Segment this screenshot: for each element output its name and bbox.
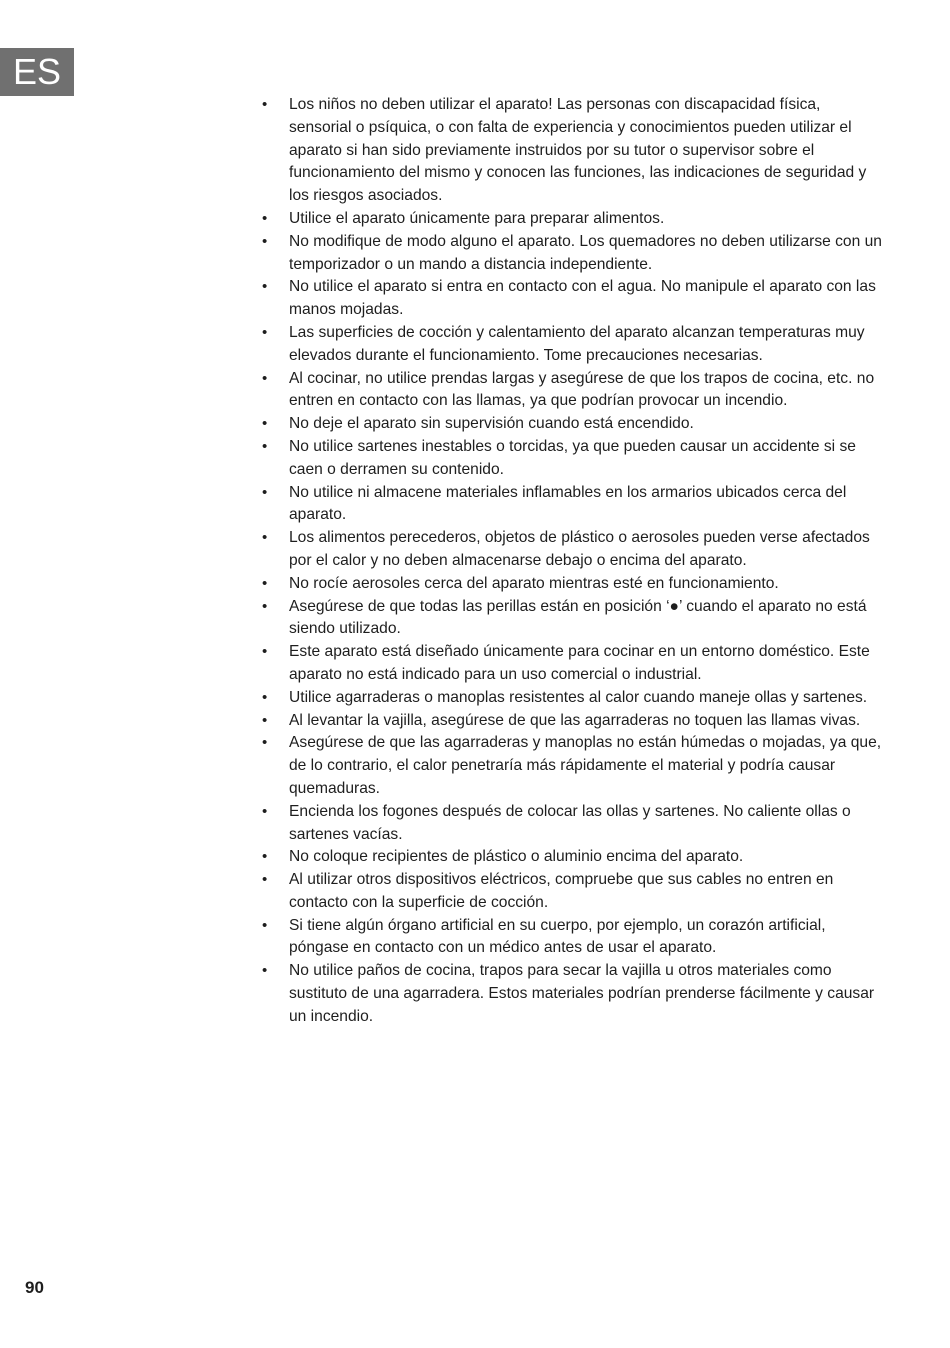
bullet-icon: •	[262, 802, 268, 820]
list-item	[262, 641, 882, 687]
list-item-text: Los alimentos perecederos, objetos de plástico o aerosoles pueden verse afectados por el calor y no deben almacenarse debajo o encima del aparato.	[289, 529, 870, 569]
bullet-icon: •	[262, 96, 268, 113]
list-item-text: Al utilizar otros dispositivos eléctricos, compruebe que sus cables no entren en contacto con la superficie de cocción.	[289, 871, 834, 911]
bullet-icon: •	[262, 711, 268, 729]
page-number: 90	[25, 1278, 44, 1297]
list-item-text: No utilice el aparato si entra en contacto con el agua. No manipule el aparato con las manos mojadas.	[289, 278, 876, 319]
list-item	[262, 208, 882, 231]
list-item	[262, 596, 882, 642]
list-item-text: No utilice paños de cocina, trapos para secar la vajilla u otros materiales como sustituto de una agarradera. Estos materiales podrían prenderse fácilmente y causar un incendio.	[289, 962, 875, 1025]
bullet-icon: •	[262, 848, 268, 866]
list-item-text: No utilice ni almacene materiales inflamables en los armarios ubicados cerca del aparato.	[289, 483, 847, 524]
bullet-icon: •	[262, 415, 268, 433]
bullet-icon: •	[262, 437, 268, 455]
list-item	[262, 869, 882, 915]
list-item-text: Utilice agarraderas o manoplas resistentes al calor cuando maneje ollas y sartenes.	[289, 688, 868, 706]
bullet-icon: •	[262, 643, 268, 661]
language-tab: ES	[0, 48, 74, 96]
list-item-text: Si tiene algún órgano artificial en su cuerpo, por ejemplo, un corazón artificial, póngase en contacto con un médico antes de usar el aparato.	[289, 916, 826, 957]
list-item	[262, 915, 882, 961]
list-item	[262, 801, 882, 847]
bullet-icon: •	[262, 209, 268, 227]
list-item-text: Al cocinar, no utilice prendas largas y asegúrese de que los trapos de cocina, etc. no entren en contacto con las llamas, ya que podrían provocar un incendio.	[289, 369, 875, 410]
bullet-icon: •	[262, 916, 268, 934]
bullet-icon: •	[262, 734, 268, 752]
bullet-icon: •	[262, 688, 268, 706]
list-item	[262, 322, 882, 368]
list-item	[262, 436, 882, 482]
list-item	[262, 482, 882, 528]
list-item-text: Encienda los fogones después de colocar las ollas y sartenes. No caliente ollas o sartenes vacías.	[289, 802, 851, 843]
list-item	[262, 732, 882, 800]
list-item	[262, 573, 882, 596]
list-item-text: No rocíe aerosoles cerca del aparato mientras esté en funcionamiento.	[289, 574, 779, 592]
list-item	[262, 710, 882, 733]
list-item	[262, 94, 882, 208]
list-item-text: No modifique de modo alguno el aparato. Los quemadores no deben utilizarse con un temporizador o un mando a distancia independiente.	[289, 232, 882, 273]
list-item	[262, 368, 882, 414]
list-item	[262, 231, 882, 277]
list-item-text: Las superficies de cocción y calentamiento del aparato alcanzan temperaturas muy elevados durante el funcionamiento. Tome precauciones necesarias.	[289, 323, 865, 364]
bullet-icon: •	[262, 574, 268, 592]
list-item	[262, 846, 882, 869]
list-item	[262, 276, 882, 322]
list-item-text: Al levantar la vajilla, asegúrese de que las agarraderas no toquen las llamas vivas.	[289, 711, 861, 729]
bullet-icon: •	[262, 597, 268, 615]
bullet-icon: •	[262, 323, 268, 341]
bullet-icon: •	[262, 871, 268, 889]
list-item	[262, 687, 882, 710]
bullet-icon: •	[262, 483, 268, 501]
list-item	[262, 413, 882, 436]
list-item	[262, 960, 882, 1028]
safety-instructions-list	[262, 94, 882, 1029]
list-item	[262, 527, 882, 573]
list-item-text: Utilice el aparato únicamente para preparar alimentos.	[289, 209, 665, 227]
bullet-icon: •	[262, 232, 268, 250]
list-item-text: Asegúrese de que todas las perillas están en posición ‘●’ cuando el aparato no está siendo utilizado.	[289, 597, 867, 638]
list-item-text: Este aparato está diseñado únicamente para cocinar en un entorno doméstico. Este aparato no está indicado para un uso comercial o industrial.	[289, 643, 870, 683]
list-item-text: Los niños no deben utilizar el aparato! Las personas con discapacidad física, sensorial o psíquica, o con falta de experiencia y conocimientos pueden utilizar el aparato si han sido previamente instruidos por su tutor o supervisor sobre el funcionamiento del mismo y conocen las funciones, las indicaciones de seguridad y los riesgos asociados.	[289, 96, 867, 205]
bullet-icon: •	[262, 369, 268, 387]
bullet-icon: •	[262, 962, 268, 980]
bullet-icon: •	[262, 529, 268, 547]
list-item-text: Asegúrese de que las agarraderas y manoplas no están húmedas o mojadas, ya que, de lo contrario, el calor penetraría más rápidamente el material y podría causar quemaduras.	[289, 734, 882, 797]
bullet-icon: •	[262, 278, 268, 296]
list-item-text: No coloque recipientes de plástico o aluminio encima del aparato.	[289, 848, 744, 866]
list-item-text: No utilice sartenes inestables o torcidas, ya que pueden causar un accidente si se caen o derramen su contenido.	[289, 437, 856, 478]
list-item-text: No deje el aparato sin supervisión cuando está encendido.	[289, 415, 694, 433]
